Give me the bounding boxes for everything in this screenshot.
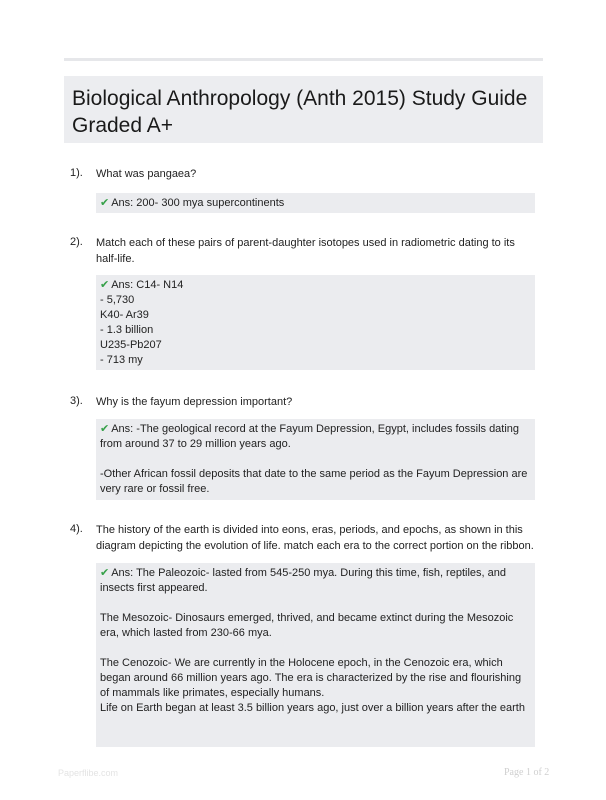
question-text: What was pangaea? [96, 168, 197, 180]
answer-box [96, 563, 535, 747]
answer-line: K40- Ar39 [100, 309, 149, 321]
check-icon: ✔ [100, 567, 110, 579]
question-text: Why is the fayum depression important? [96, 396, 293, 408]
document-title: Biological Anthropology (Anth 2015) Study Guide Graded A+ [72, 87, 528, 137]
answer-line: The Mesozoic- Dinosaurs emerged, thrived, and became extinct during the Mesozoic era, which lasted from 230-66 mya. [100, 612, 514, 639]
page-number: Page 1 of 2 [504, 767, 550, 778]
check-icon: ✔ [100, 197, 110, 209]
title-box [64, 76, 543, 143]
question-number: 4). [70, 523, 83, 535]
answer-line: Ans: 200- 300 mya supercontinents [111, 197, 285, 209]
answer-box [96, 275, 535, 370]
answer-box [96, 193, 535, 213]
answer-box [96, 419, 535, 500]
question-text: Match each of these pairs of parent-daughter isotopes used in radiometric dating to its half-life. [96, 237, 515, 265]
answer-line: -Other African fossil deposits that date to the same period as the Fayum Depression are very rare or fossil free. [100, 468, 528, 495]
top-divider [64, 58, 543, 61]
answer-line: Ans: The Paleozoic- lasted from 545-250 mya. During this time, fish, reptiles, and insects first appeared. [100, 567, 506, 594]
answer-line: The Cenozoic- We are currently in the Holocene epoch, in the Cenozoic era, which began around 66 million years ago. The era is characterized by the rise and flourishing of mammals like primates, especially humans. [100, 657, 522, 699]
answer-line: - 5,730 [100, 294, 135, 306]
question-number: 2). [70, 236, 83, 248]
question-number: 1). [70, 167, 83, 179]
answer-line: - 713 my [100, 354, 143, 366]
answer-line: U235-Pb207 [100, 339, 162, 351]
check-icon: ✔ [100, 423, 110, 435]
answer-line: Ans: -The geological record at the Fayum Depression, Egypt, includes fossils dating from around 37 to 29 million years ago. [100, 423, 520, 450]
answer-line: Ans: C14- N14 [111, 279, 184, 291]
watermark-text: Paperflibe.com [58, 768, 119, 778]
answer-line: Life on Earth began at least 3.5 billion years ago, just over a billion years after the earth [100, 702, 525, 714]
answer-line: - 1.3 billion [100, 324, 154, 336]
question-text: The history of the earth is divided into eons, eras, periods, and epochs, as shown in this diagram depicting the evolution of life. match each era to the correct portion on the ribbon. [96, 524, 534, 552]
check-icon: ✔ [100, 279, 110, 291]
question-number: 3). [70, 395, 83, 407]
